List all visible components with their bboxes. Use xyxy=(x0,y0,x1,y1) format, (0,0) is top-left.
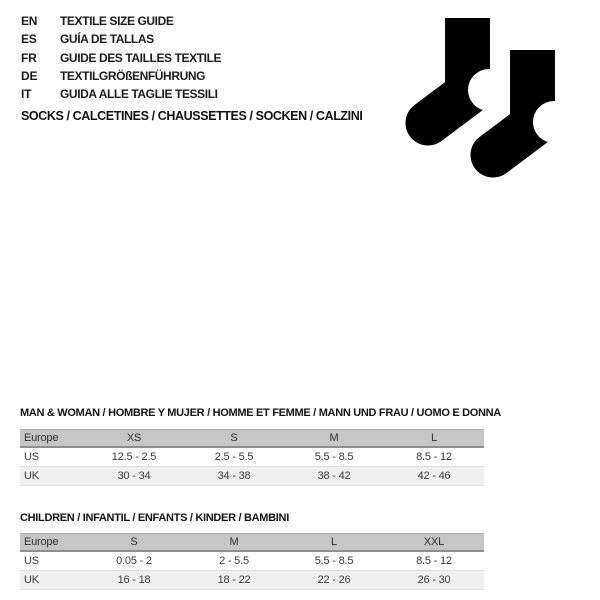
size-cell: 5.5 - 8.5 xyxy=(314,451,354,463)
heel-circle xyxy=(468,69,510,111)
header-cell-size: M xyxy=(329,432,339,444)
row-label: US xyxy=(24,451,39,463)
header-cell-region: Europe xyxy=(24,432,59,444)
size-cell: 2 - 5.5 xyxy=(219,555,249,567)
language-code: IT xyxy=(21,87,32,102)
size-cell: 2.5 - 5.5 xyxy=(214,451,254,463)
size-cell: 5.5 - 8.5 xyxy=(314,555,354,567)
language-label: GUIDA ALLE TAGLIE TESSILI xyxy=(60,87,218,102)
language-code: ES xyxy=(21,32,37,47)
size-cell: 34 - 38 xyxy=(217,470,251,482)
language-label: TEXTILGRÖßENFÜHRUNG xyxy=(60,68,206,83)
size-cell: 22 - 26 xyxy=(317,574,351,586)
size-table-adult xyxy=(20,429,484,486)
language-code: DE xyxy=(21,68,38,83)
size-cell: 38 - 42 xyxy=(317,470,351,482)
header-cell-size: XXL xyxy=(423,536,445,548)
size-cell: 42 - 46 xyxy=(417,470,451,482)
language-row-it xyxy=(21,85,221,103)
size-table-children xyxy=(20,533,484,590)
language-row-en xyxy=(21,12,221,30)
header-cell-size: L xyxy=(331,536,337,548)
row-label: UK xyxy=(24,574,39,586)
table-row-uk xyxy=(20,467,484,486)
header-cell-region: Europe xyxy=(24,536,59,548)
row-label: US xyxy=(24,555,39,567)
size-cell: 26 - 30 xyxy=(417,574,451,586)
size-cell: 8.5 - 12 xyxy=(416,451,452,463)
size-cell: 12.5 - 2.5 xyxy=(111,451,157,463)
size-cell: 16 - 18 xyxy=(117,574,151,586)
size-cell: 0.05 - 2 xyxy=(116,555,152,567)
header-cell-size: S xyxy=(230,432,238,444)
language-label: TEXTILE SIZE GUIDE xyxy=(60,14,174,29)
table-row-uk xyxy=(20,571,484,590)
language-row-es xyxy=(21,30,221,48)
size-cell: 8.5 - 12 xyxy=(416,555,452,567)
header-cell-size: XS xyxy=(126,432,142,444)
heel-circle xyxy=(533,101,575,143)
header-cell-size: S xyxy=(130,536,138,548)
category-title: SOCKS / CALCETINES / CHAUSSETTES / SOCKEN / CALZINI xyxy=(21,109,363,123)
table-header-row xyxy=(20,533,484,552)
language-row-de xyxy=(21,67,221,85)
language-code: FR xyxy=(21,50,37,65)
table-title-children: CHILDREN / INFANTIL / ENFANTS / KINDER / BAMBINI xyxy=(20,512,289,524)
socks-icon xyxy=(400,10,580,190)
size-cell: 30 - 34 xyxy=(117,470,151,482)
table-row-us xyxy=(20,448,484,467)
header-cell-size: L xyxy=(431,432,437,444)
table-row-us xyxy=(20,552,484,571)
sock-back-icon xyxy=(428,18,510,123)
size-cell: 18 - 22 xyxy=(217,574,251,586)
header-cell-size: M xyxy=(229,536,239,548)
table-title-adult: MAN & WOMAN / HOMBRE Y MUJER / HOMME ET FEMME / MANN UND FRAU / UOMO E DONNA xyxy=(20,407,501,419)
table-header-row xyxy=(20,429,484,448)
language-list xyxy=(21,12,221,103)
language-label: GUÍA DE TALLAS xyxy=(60,32,154,47)
row-label: UK xyxy=(24,470,39,482)
language-row-fr xyxy=(21,49,221,67)
language-label: GUIDE DES TAILLES TEXTILE xyxy=(60,50,222,65)
language-code: EN xyxy=(21,14,38,29)
